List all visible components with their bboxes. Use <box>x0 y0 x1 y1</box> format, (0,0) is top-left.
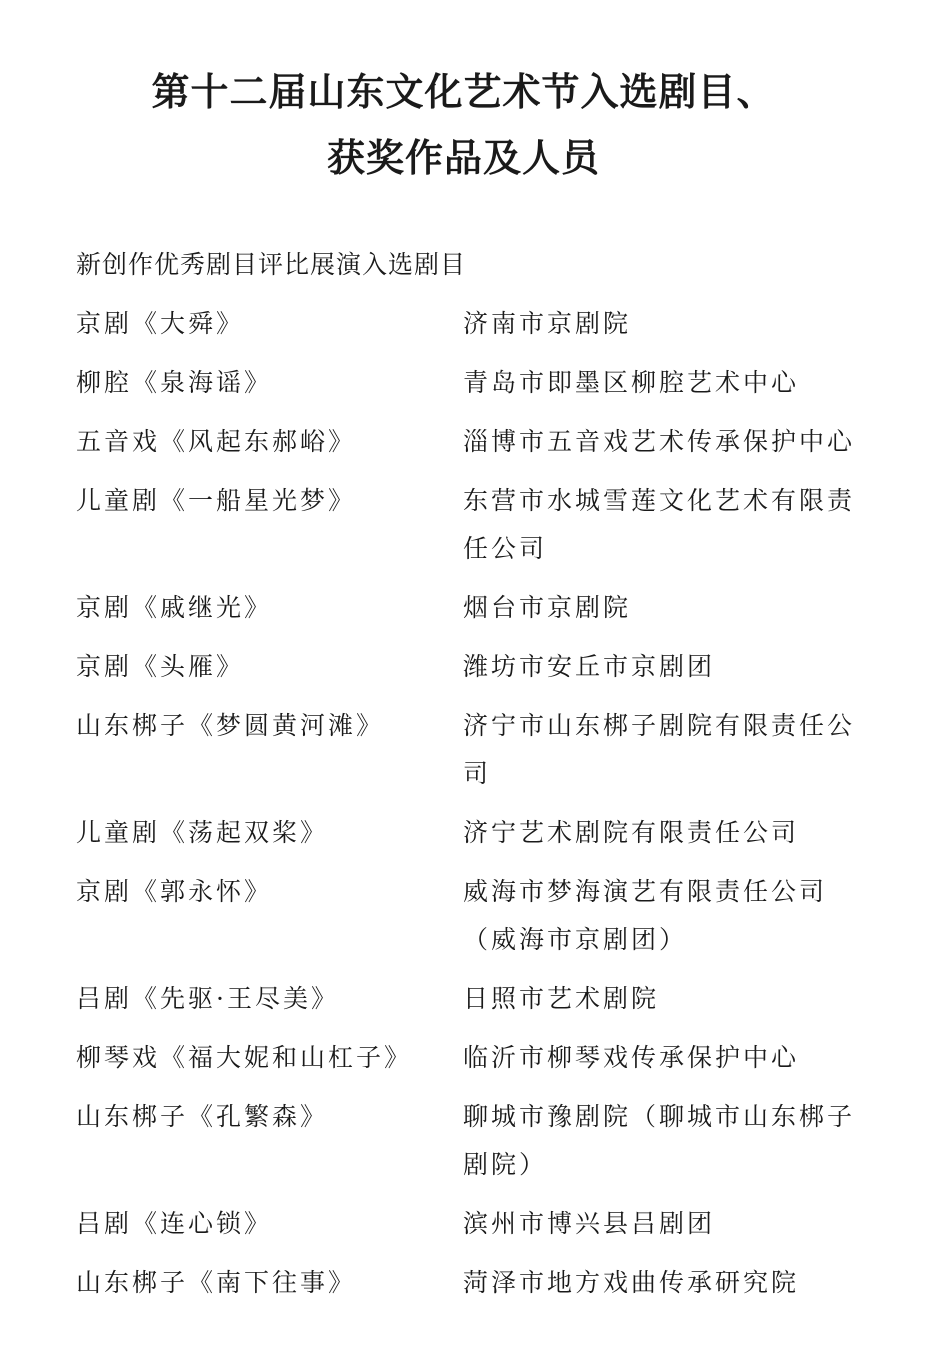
list-item <box>76 418 876 466</box>
list-item <box>76 643 876 691</box>
list-item <box>76 300 876 348</box>
list-item <box>76 809 876 857</box>
list-item <box>76 1034 876 1082</box>
work-title: 山东梆子《孔繁森》 <box>76 1102 329 1131</box>
work-title: 京剧《大舜》 <box>76 309 245 338</box>
list-item <box>76 1093 876 1189</box>
list-item <box>76 1200 876 1248</box>
document-title-line-1: 第十二届山东文化艺术节入选剧目、 <box>151 69 776 114</box>
list-item <box>76 975 876 1023</box>
organization-name: 东营市水城雪莲文化艺术有限责任公司 <box>463 486 856 563</box>
work-title: 京剧《头雁》 <box>76 652 245 681</box>
organization-name: 日照市艺术剧院 <box>463 984 660 1013</box>
entry-list <box>76 300 876 1318</box>
organization-name: 聊城市豫剧院（聊城市山东梆子剧院） <box>463 1102 856 1179</box>
organization-name: 淄博市五音戏艺术传承保护中心 <box>463 427 856 456</box>
list-item <box>76 359 876 407</box>
section-heading: 新创作优秀剧目评比展演入选剧目 <box>76 250 467 279</box>
organization-name: 济宁市山东梆子剧院有限责任公司 <box>463 711 856 788</box>
organization-name: 济南市京剧院 <box>463 309 632 338</box>
list-item <box>76 1259 876 1307</box>
work-title: 五音戏《风起东郝峪》 <box>76 427 357 456</box>
work-title: 儿童剧《荡起双桨》 <box>76 818 329 847</box>
list-item <box>76 477 876 573</box>
list-item <box>76 868 876 964</box>
work-title: 吕剧《连心锁》 <box>76 1209 273 1238</box>
work-title: 儿童剧《一船星光梦》 <box>76 486 357 515</box>
organization-name: 菏泽市地方戏曲传承研究院 <box>463 1268 800 1297</box>
organization-name: 滨州市博兴县吕剧团 <box>463 1209 716 1238</box>
organization-name: 青岛市即墨区柳腔艺术中心 <box>463 368 800 397</box>
organization-name: 烟台市京剧院 <box>463 593 632 622</box>
organization-name: 济宁艺术剧院有限责任公司 <box>463 818 800 847</box>
organization-name: 潍坊市安丘市京剧团 <box>463 652 716 681</box>
list-item <box>76 584 876 632</box>
organization-name: 威海市梦海演艺有限责任公司（威海市京剧团） <box>463 877 828 954</box>
work-title: 山东梆子《南下往事》 <box>76 1268 357 1297</box>
work-title: 柳腔《泉海谣》 <box>76 368 273 397</box>
work-title: 京剧《郭永怀》 <box>76 877 273 906</box>
work-title: 吕剧《先驱·王尽美》 <box>76 984 339 1013</box>
organization-name: 临沂市柳琴戏传承保护中心 <box>463 1043 800 1072</box>
document-title-line-2: 获奖作品及人员 <box>326 135 600 180</box>
work-title: 柳琴戏《福大妮和山杠子》 <box>76 1043 413 1072</box>
list-item <box>76 702 876 798</box>
work-title: 山东梆子《梦圆黄河滩》 <box>76 711 385 740</box>
work-title: 京剧《戚继光》 <box>76 593 273 622</box>
